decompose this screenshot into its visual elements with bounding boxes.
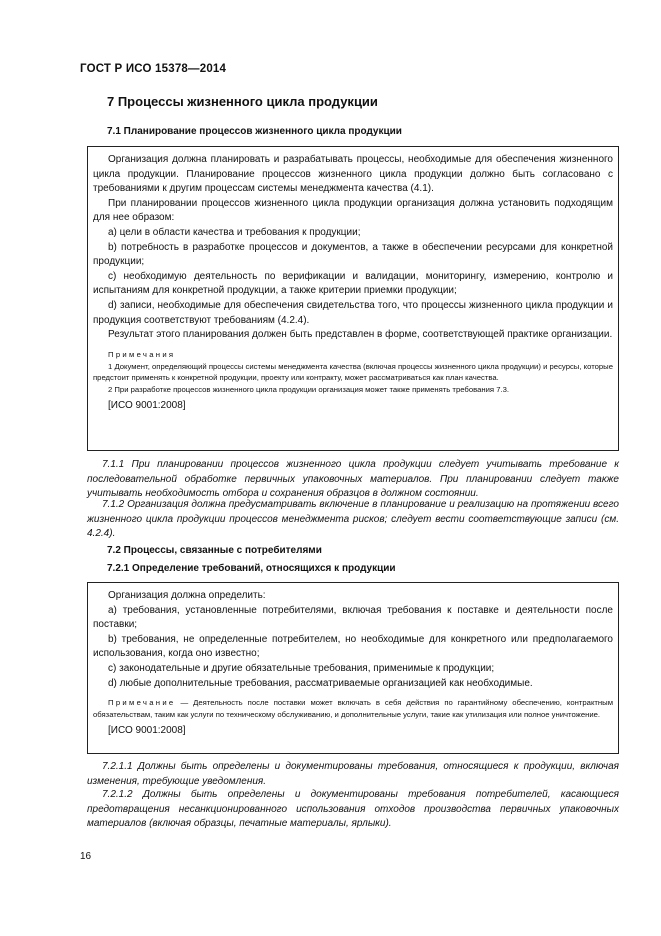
box2-paragraph: Организация должна определить: — [108, 590, 266, 601]
box2-list-item-b: b) требования, не определенные потребителем, но необходимые для конкретного или предполагаемого использования, когда оно известно; — [93, 633, 613, 660]
note-label: Примечание — [108, 698, 176, 708]
box2-list-item-a: a) требования, установленные потребителями, включая требования к поставке и деятельности после поставки; — [93, 604, 613, 631]
note-text: — Деятельность после поставки может включать в себя действия по гарантийному обеспечению, контрактным обязательствам, таким как услуги по техническому обслуживанию, и дополнительные услуги, такие как утилизация или полное уничтожение. — [93, 698, 613, 719]
box1-list-item-d: d) записи, необходимые для обеспечения свидетельства того, что процессы жизненного цикла продукции и продукция соответствуют требованиям (4.2.4). — [93, 299, 613, 326]
note-1: 1 Документ, определяющий процессы системы менеджмента качества (включая процессы жизненного цикла продукции) и ресурсы, которые предстоит применять к конкретной продукции, проекту или контракту, может рассматриваться как план качества. — [93, 361, 613, 383]
clause-7-2-1-1-text: 7.2.1.1 Должны быть определены и документированы требования, относящиеся к продукции, включая изменения, требующие уведомления. — [87, 761, 619, 787]
subsection-title-7-2: 7.2 Процессы, связанные с потребителями — [107, 545, 322, 556]
notes-title: Примечания — [108, 349, 176, 359]
page-number: 16 — [80, 851, 92, 862]
box1-paragraph: Результат этого планирования должен быть представлен в форме, соответствующей практике организации. — [108, 329, 613, 341]
note — [93, 697, 613, 721]
section-title-7: 7 Процессы жизненного цикла продукции — [107, 94, 378, 109]
iso-reference: [ИСО 9001:2008] — [108, 724, 186, 736]
clause-7-1-2 — [87, 498, 619, 542]
box2-list-item-c: c) законодательные и другие обязательные требования, применимые к продукции; — [108, 662, 495, 674]
requirements-box-iso-9001-7-2-1 — [87, 582, 619, 754]
clause-7-1-1 — [87, 458, 619, 502]
requirements-box-iso-9001-7-1 — [87, 146, 619, 451]
subsection-title-7-2-1: 7.2.1 Определение требований, относящихся к продукции — [107, 563, 396, 574]
clause-7-2-1-1 — [87, 760, 619, 789]
box1-paragraph: При планировании процессов жизненного цикла продукции организация должна установить подходящим для нее образом: — [93, 197, 613, 224]
subsection-title-7-1: 7.1 Планирование процессов жизненного цикла продукции — [107, 126, 402, 137]
box1-list-item-b: b) потребность в разработке процессов и документов, а также в обеспечении ресурсами для конкретной продукции; — [93, 241, 613, 268]
box1-paragraph: Организация должна планировать и разрабатывать процессы, необходимые для обеспечения жизненного цикла продукции. Планирование процессов жизненного цикла продукции должно быть согласовано с требованиями к другим процессам системы менеджмента качества (4.1). — [93, 154, 613, 195]
document-header: ГОСТ Р ИСО 15378—2014 — [80, 63, 227, 75]
notes-block — [93, 349, 613, 396]
box1-list-item-c: c) необходимую деятельность по верификации и валидации, мониторингу, измерению, контролю и испытаниям для конкретной продукции, а также критерии приемки продукции; — [93, 270, 613, 297]
clause-7-2-1-2 — [87, 788, 619, 832]
clause-7-1-2-text: 7.1.2 Организация должна предусматривать включение в планирование и реализацию на протяжении всего жизненного цикла продукции процессов менеджмента рисков; следует вести соответствующие записи (см. 4.2.4). — [87, 499, 619, 540]
iso-reference: [ИСО 9001:2008] — [108, 399, 186, 411]
box2-list-item-d: d) любые дополнительные требования, рассматриваемые организацией как необходимые. — [108, 677, 533, 689]
clause-7-1-1-text: 7.1.1 При планировании процессов жизненного цикла продукции следует учитывать требование к последовательной обработке первичных упаковочных материалов. При планировании следует также учитывать необходимость отбора и сохранения образцов в должном состоянии. — [87, 459, 619, 500]
clause-7-2-1-2-text: 7.2.1.2 Должны быть определены и документированы требования потребителей, касающиеся предотвращения несанкционированного использования отходов производства первичных упаковочных материалов (включая образцы, печатные материалы, ярлыки). — [87, 789, 619, 830]
note-block — [93, 697, 613, 721]
note-2: 2 При разработке процессов жизненного цикла продукции организация может также применять требования 7.3. — [108, 385, 510, 395]
box1-list-item-a: a) цели в области качества и требования к продукции; — [108, 226, 361, 238]
